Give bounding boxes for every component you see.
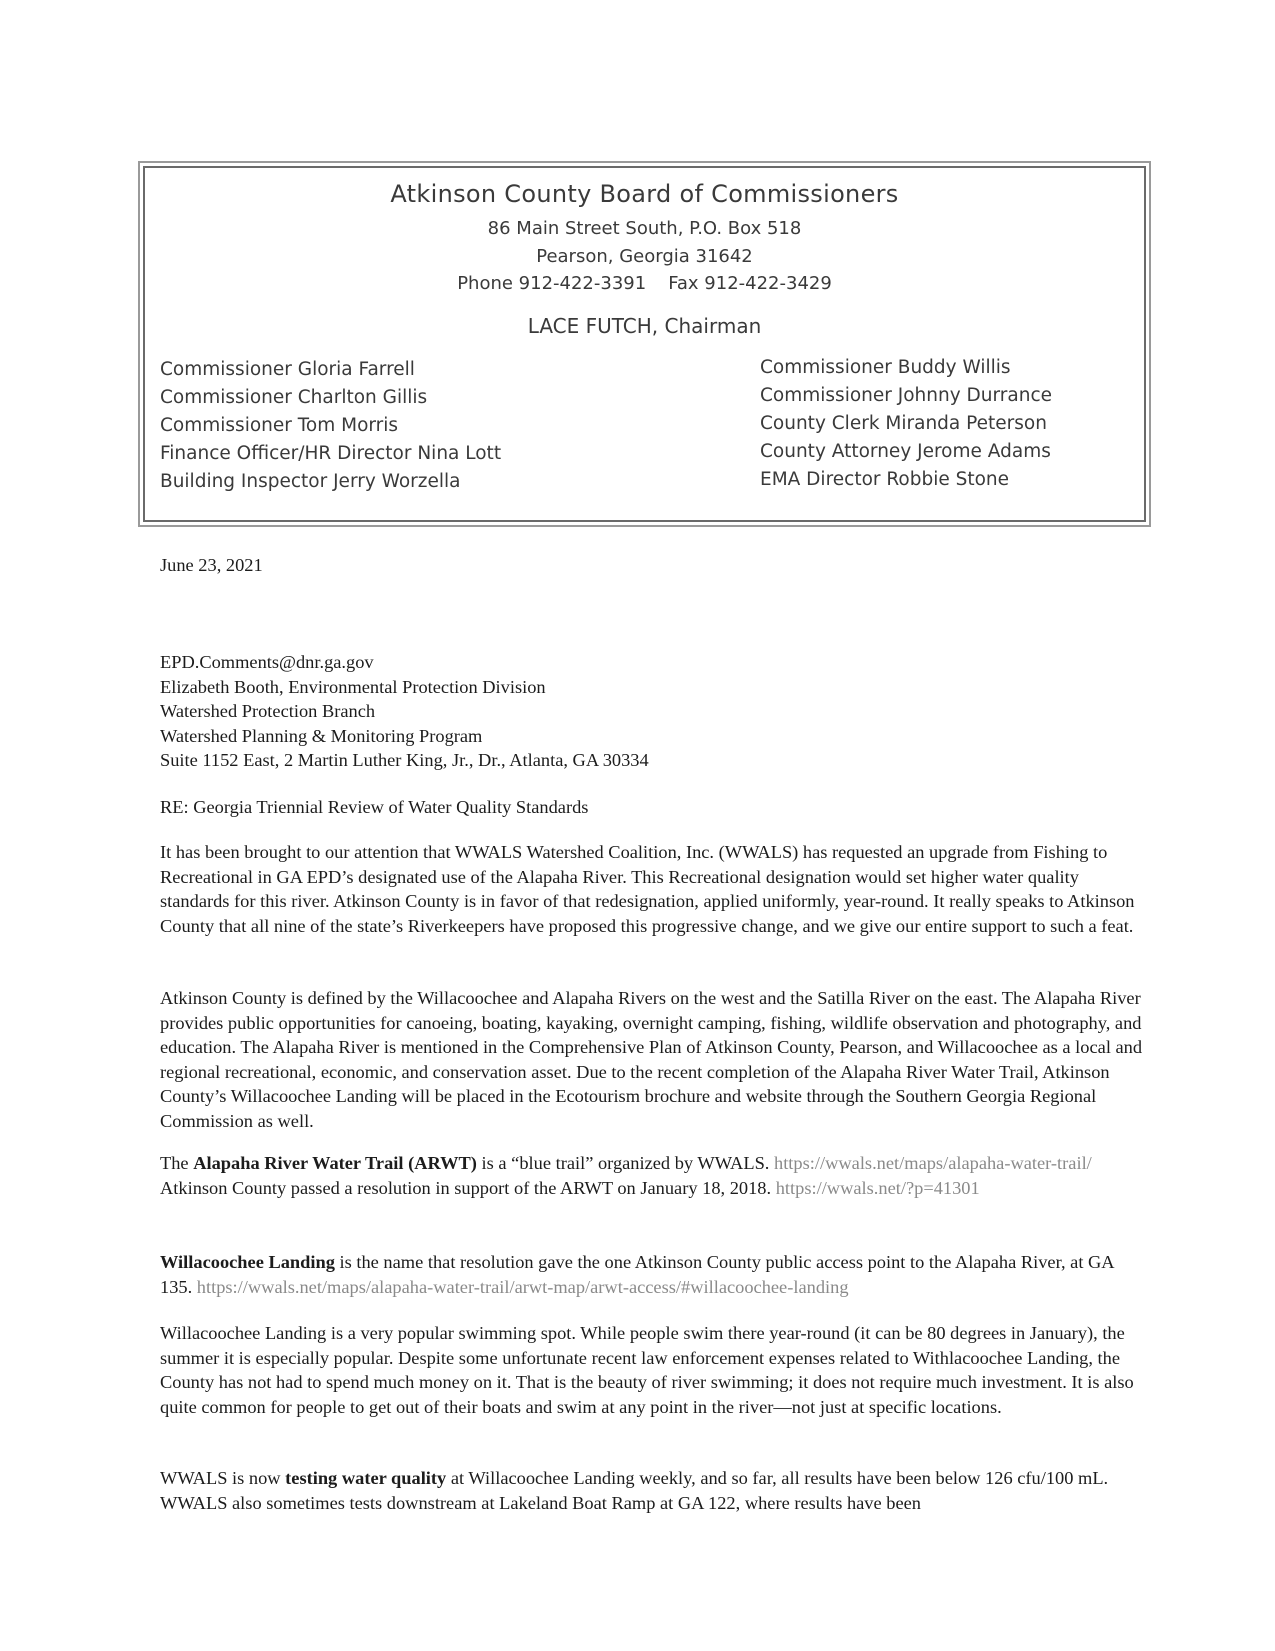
bold-text: Alapaha River Water Trail (ARWT): [193, 1153, 477, 1173]
recipient-program: Watershed Planning & Monitoring Program: [160, 725, 483, 746]
official-name: Commissioner Gloria Farrell: [160, 359, 415, 380]
address-line-2: Pearson, Georgia 31642: [536, 246, 753, 267]
recipient-email[interactable]: EPD.Comments@dnr.ga.gov: [160, 652, 374, 672]
official-name: Commissioner Johnny Durrance: [760, 385, 1052, 406]
official-name: Building Inspector Jerry Worzella: [160, 471, 461, 492]
official-name: EMA Director Robbie Stone: [760, 469, 1010, 490]
official-name: County Attorney Jerome Adams: [760, 441, 1051, 462]
letterhead: [143, 166, 1146, 522]
paragraph: [160, 1466, 1150, 1515]
bold-text: Willacoochee Landing: [160, 1252, 335, 1272]
text: at Willacoochee Landing weekly, and so far, all results have been below 126 cfu/100 mL. WWALS also sometimes tests downstream at Lakeland Boat Ramp at GA 122, where results have been: [160, 1468, 1109, 1513]
link[interactable]: https://wwals.net/maps/alapaha-water-trail/: [774, 1153, 1092, 1173]
fax-number: Fax 912-422-3429: [668, 273, 832, 294]
recipient-street: Suite 1152 East, 2 Martin Luther King, Jr., Dr., Atlanta, GA 30334: [160, 750, 649, 770]
contact-line: [145, 273, 1144, 294]
recipient-name: Elizabeth Booth, Environmental Protection Division: [160, 676, 546, 697]
link[interactable]: https://wwals.net/?p=41301: [775, 1177, 980, 1198]
paragraph: Willacoochee Landing is a very popular swimming spot. While people swim there year-round (it can be 80 degrees in January), the summer it is especially popular. Despite some unfortunate recent law enforcement expenses related to Withlacoochee Landing, the County has not had to spend much money on it. That is the beauty of river swimming; it does not require much investment. It is also quite common for people to get out of their boats and swim at any point in the river—not just at specific locations.: [160, 1323, 1134, 1417]
text: is the name that resolution gave the one Atkinson County public access point to the Alapaha River, at GA 135.: [160, 1252, 1114, 1297]
text: is a “blue trail” organized by WWALS.: [476, 1153, 774, 1173]
recipient-branch: Watershed Protection Branch: [160, 701, 376, 721]
text: WWALS is now: [160, 1468, 286, 1488]
official-name: Commissioner Buddy Willis: [760, 357, 1011, 378]
chairman: LACE FUTCH, Chairman: [527, 314, 762, 338]
recipient-address: [160, 650, 649, 773]
paragraph: [160, 1151, 1150, 1200]
phone-number: Phone 912-422-3391: [457, 273, 647, 294]
official-name: Finance Officer/HR Director Nina Lott: [160, 443, 502, 464]
letter-date: June 23, 2021: [160, 555, 263, 575]
officials-left-column: [160, 356, 501, 496]
bold-text: testing water quality: [285, 1468, 447, 1488]
officials-right-column: [760, 354, 1052, 494]
text: The: [160, 1153, 194, 1173]
paragraph: [160, 1250, 1150, 1299]
official-name: County Clerk Miranda Peterson: [760, 413, 1047, 434]
subject-line: RE: Georgia Triennial Review of Water Quality Standards: [160, 797, 589, 817]
text: Atkinson County passed a resolution in support of the ARWT on January 18, 2018.: [160, 1177, 776, 1198]
link[interactable]: https://wwals.net/maps/alapaha-water-trail/arwt-map/arwt-access/#willacoochee-landing: [196, 1276, 849, 1297]
organization-name: Atkinson County Board of Commissioners: [390, 180, 899, 208]
address-line-1: 86 Main Street South, P.O. Box 518: [487, 218, 802, 239]
paragraph: Atkinson County is defined by the Willacoochee and Alapaha Rivers on the west and the Satilla River on the east. The Alapaha River provides public opportunities for canoeing, boating, kayaking, overnight camping, fishing, wildlife observation and photography, and education. The Alapaha River is mentioned in the Comprehensive Plan of Atkinson County, Pearson, and Willacoochee as a local and regional recreational, economic, and conservation asset. Due to the recent completion of the Alapaha River Water Trail, Atkinson County’s Willacoochee Landing will be placed in the Ecotourism brochure and website through the Southern Georgia Regional Commission as well.: [160, 988, 1143, 1131]
official-name: Commissioner Charlton Gillis: [160, 387, 428, 408]
official-name: Commissioner Tom Morris: [160, 415, 399, 436]
paragraph: It has been brought to our attention that WWALS Watershed Coalition, Inc. (WWALS) has requested an upgrade from Fishing to Recreational in GA EPD’s designated use of the Alapaha River. This Recreational designation would set higher water quality standards for this river. Atkinson County is in favor of that redesignation, applied uniformly, year-round. It really speaks to Atkinson County that all nine of the state’s Riverkeepers have proposed this progressive change, and we give our entire support to such a feat.: [160, 842, 1135, 936]
